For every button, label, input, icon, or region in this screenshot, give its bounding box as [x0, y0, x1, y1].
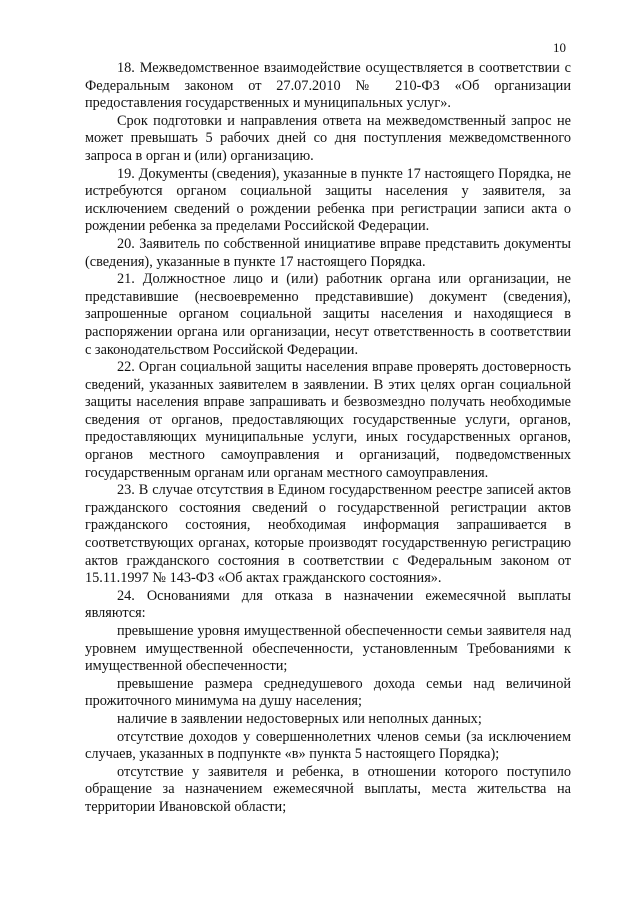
refusal-ground-income: превышение размера среднедушевого дохода семьи над величиной прожиточного минимума на душу населения;: [85, 675, 571, 710]
refusal-ground-no-income: отсутствие доходов у совершеннолетних членов семьи (за исключением случаев, указанных в подпункте «в» пункта 5 настоящего Порядка);: [85, 728, 571, 763]
paragraph-21: 21. Должностное лицо и (или) работник органа или организации, не представившие (несвоевременно представившие) документ (сведения), запрошенные органом социальной защиты населения и находящиеся в распоряжении органа или организации, несут ответственность в соответствии с законодательством Российской Федерации.: [85, 271, 571, 358]
refusal-ground-property: превышение уровня имущественной обеспеченности семьи заявителя над уровнем имущественной обеспеченности, установленным Требованиями к имущественной обеспеченности;: [85, 623, 571, 675]
paragraph-23: 23. В случае отсутствия в Едином государственном реестре записей актов гражданского состояния сведений о государственной регистрации актов гражданского состояния, необходимая информация запрашивается в соответствующих органах, которые производят государственную регистрацию актов гражданского состояния в соответствии с Федеральным законом от 15.11.1997 № 143-ФЗ «Об актах гражданского состояния».: [85, 482, 571, 587]
refusal-ground-invalid-data: наличие в заявлении недостоверных или неполных данных;: [117, 710, 482, 727]
paragraph-20: 20. Заявитель по собственной инициативе вправе представить документы (сведения), указанные в пункте 17 настоящего Порядка.: [85, 235, 571, 270]
paragraph-24: 24. Основаниями для отказа в назначении ежемесячной выплаты являются:: [85, 587, 571, 622]
paragraph-22: 22. Орган социальной защиты населения вправе проверять достоверность сведений, указанных заявителем в заявлении. В этих целях орган социальной защиты населения вправе запрашивать и безвозмездно получать необходимые сведения от органов, предоставляющих государственные услуги, органов, предоставляющих муниципальные услуги, иных государственных органов, органов местного самоуправления и организаций, подведомственных государственным органам или органам местного самоуправления.: [85, 359, 571, 481]
paragraph-18: 18. Межведомственное взаимодействие осуществляется в соответствии с Федеральным законом от 27.07.2010 № 210-ФЗ «Об организации предоставления государственных и муниципальных услуг».: [85, 60, 571, 112]
paragraph-19: 19. Документы (сведения), указанные в пункте 17 настоящего Порядка, не истребуются органом социальной защиты населения у заявителя, за исключением сведений о рождении ребенка при регистрации записи акта о рождении ребенка за пределами Российской Федерации.: [85, 165, 571, 235]
page-number: 10: [553, 40, 566, 55]
refusal-ground-residence: отсутствие у заявителя и ребенка, в отношении которого поступило обращение за назначением ежемесячной выплаты, места жительства на территории Ивановской области;: [85, 763, 571, 815]
document-body: [85, 60, 571, 817]
paragraph-request-deadline: Срок подготовки и направления ответа на межведомственный запрос не может превышать 5 рабочих дней со дня поступления межведомственного запроса в орган и (или) организацию.: [85, 112, 571, 164]
